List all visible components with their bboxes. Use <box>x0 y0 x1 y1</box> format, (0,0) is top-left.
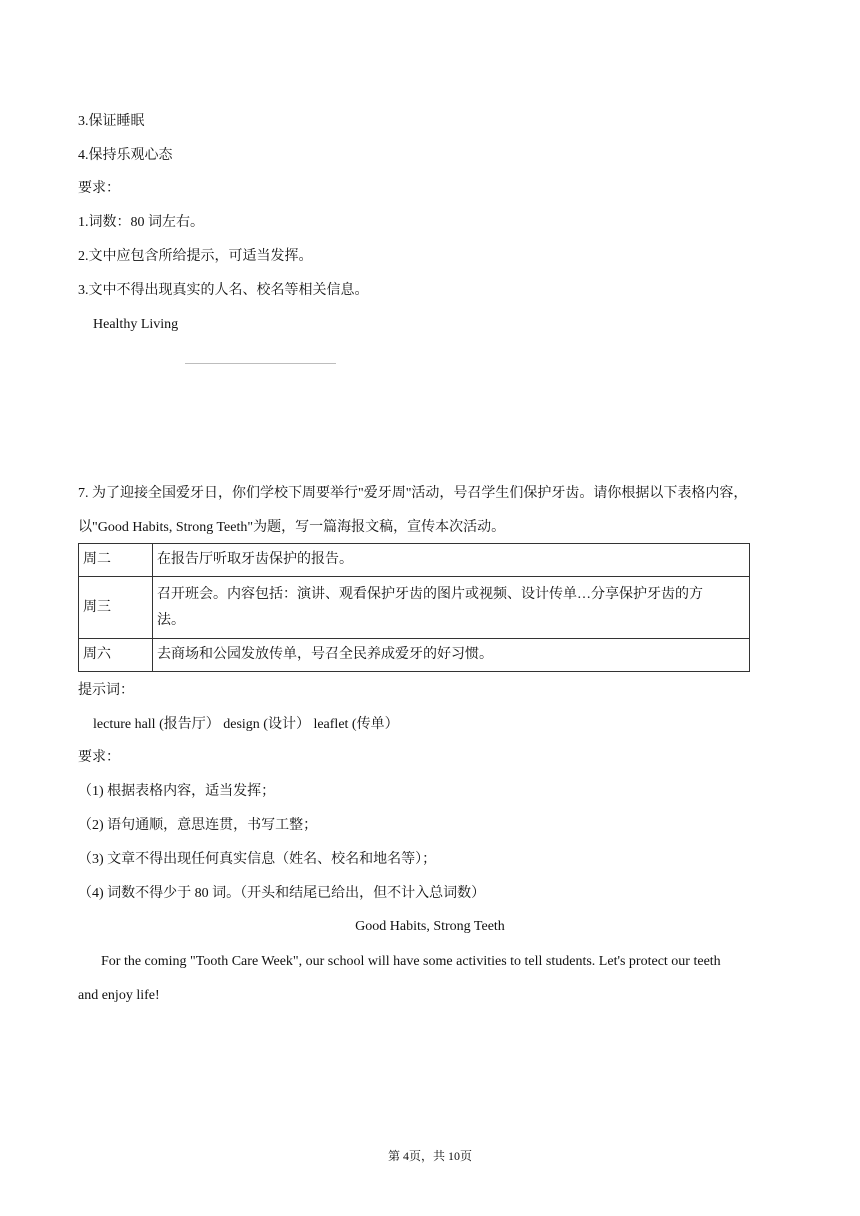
requirements-label: 要求： <box>78 181 120 196</box>
question-7-prompt-line2: 以"Good Habits, Strong Teeth"为题，写一篇海报文稿，宣传本次活动。 <box>78 520 506 535</box>
answer-blank-line <box>185 363 336 364</box>
list-item-sleep: 3.保证睡眠 <box>78 114 145 129</box>
essay-opening-line2: and enjoy life! <box>78 988 160 1003</box>
requirement-no-real-names: 3.文中不得出现真实的人名、校名等相关信息。 <box>78 283 369 298</box>
requirement-include-hints: 2.文中应包含所给提示，可适当发挥。 <box>78 249 313 264</box>
requirement-item-4: （4) 词数不得少于 80 词。（开头和结尾已给出，但不计入总词数） <box>78 886 486 901</box>
hint-words: lecture hall (报告厅） design (设计） leaflet (传单） <box>93 717 399 732</box>
table-cell-content: 去商场和公园发放传单，号召全民养成爱牙的好习惯。 <box>153 639 750 672</box>
table-row <box>79 639 750 672</box>
list-item-optimism: 4.保持乐观心态 <box>78 148 173 163</box>
hint-words-label: 提示词： <box>78 683 134 698</box>
table-cell-content <box>153 577 750 639</box>
question-7-prompt-line1: 7. 为了迎接全国爱牙日，你们学校下周要举行"爱牙周"活动，号召学生们保护牙齿。请你根据以下表格内容， <box>78 486 748 501</box>
requirement-item-1: （1) 根据表格内容，适当发挥； <box>78 784 276 799</box>
table-row <box>79 544 750 577</box>
activity-schedule-table <box>78 543 750 672</box>
essay-title-healthy-living: Healthy Living <box>93 317 179 332</box>
essay-opening-line1: For the coming "Tooth Care Week", our school will have some activities to tell students. Let's protect our teeth <box>101 954 721 969</box>
table-cell-content-line2: 法。 <box>157 612 185 628</box>
page-number-footer: 第 4页，共 10页 <box>387 1149 472 1163</box>
requirement-item-2: （2) 语句通顺，意思连贯，书写工整； <box>78 818 318 833</box>
table-cell-content-line1: 召开班会。内容包括：演讲、观看保护牙齿的图片或视频、设计传单…分享保护牙齿的方 <box>157 586 703 602</box>
table-cell-day: 周六 <box>79 639 153 672</box>
table-cell-content: 在报告厅听取牙齿保护的报告。 <box>153 544 750 577</box>
requirement-item-3: （3) 文章不得出现任何真实信息（姓名、校名和地名等）； <box>78 852 437 867</box>
table-row <box>79 577 750 639</box>
table-cell-day: 周二 <box>79 544 153 577</box>
table-cell-day: 周三 <box>79 577 153 639</box>
requirement-word-count: 1.词数：80 词左右。 <box>78 215 204 230</box>
essay-title-good-habits: Good Habits, Strong Teeth <box>355 919 505 934</box>
requirements-label: 要求： <box>78 750 120 765</box>
